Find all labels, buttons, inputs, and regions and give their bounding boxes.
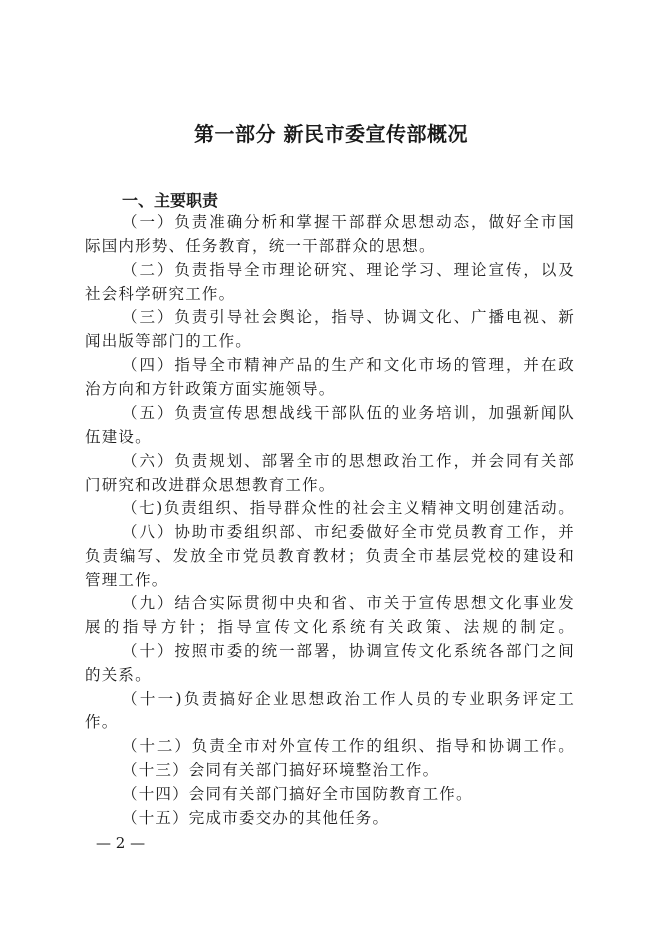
- duty-line: （九）结合实际贯彻中央和省、市关于宣传思想文化事业发: [122, 594, 575, 612]
- duty-line: （十二）负责全市对外宣传工作的组织、指导和协调工作。: [122, 737, 575, 755]
- duty-line: （十）按照市委的统一部署，协调宣传文化系统各部门之间: [122, 642, 575, 660]
- duty-line: （十三）会同有关部门搞好环境整治工作。: [122, 761, 440, 779]
- duty-line: 际国内形势、任务教育，统一干部群众的思想。: [85, 237, 436, 255]
- duty-line: （四）指导全市精神产品的生产和文化市场的管理，并在政: [122, 356, 575, 374]
- duty-line: 治方向和方针政策方面实施领导。: [85, 380, 336, 398]
- duty-line: 的关系。: [85, 666, 152, 684]
- duty-line: （十五）完成市委交办的其他任务。: [122, 809, 390, 827]
- duty-line: 伍建设。: [85, 428, 152, 446]
- duty-line: （十一)负责搞好企业思想政治工作人员的专业职务评定工: [122, 690, 575, 708]
- duty-line: （三）负责引导社会舆论，指导、协调文化、广播电视、新: [122, 308, 575, 326]
- duty-line: 闻出版等部门的工作。: [85, 332, 253, 350]
- duty-line: （十四）会同有关部门搞好全市国防教育工作。: [122, 785, 473, 803]
- page-number: — 2 —: [96, 834, 146, 852]
- duty-line: （八）协助市委组织部、市纪委做好全市党员教育工作，并: [122, 523, 575, 541]
- duty-line: （二）负责指导全市理论研究、理论学习、理论宣传，以及: [122, 261, 575, 279]
- duty-line: 作。: [85, 713, 119, 731]
- duty-line: 门研究和改进群众思想教育工作。: [85, 476, 336, 494]
- duty-line: 管理工作。: [85, 571, 169, 589]
- duty-line: （一）负责准确分析和掌握干部群众思想动态，做好全市国: [122, 213, 575, 231]
- duty-line: （五）负责宣传思想战线干部队伍的业务培训，加强新闻队: [122, 404, 575, 422]
- section-heading: 一、主要职责: [122, 191, 219, 210]
- page-title: 第一部分 新民市委宣传部概况: [194, 122, 468, 146]
- duty-line: （六）负责规划、部署全市的思想政治工作，并会同有关部: [122, 452, 575, 470]
- duty-line: 社会科学研究工作。: [85, 285, 236, 303]
- duty-line: （七)负责组织、指导群众性的社会主义精神文明创建活动。: [122, 499, 575, 517]
- duty-line: 展的指导方针；指导宣传文化系统有关政策、法规的制定。: [85, 618, 575, 636]
- duty-line: 负责编写、发放全市党员教育教材；负责全市基层党校的建设和: [85, 547, 575, 565]
